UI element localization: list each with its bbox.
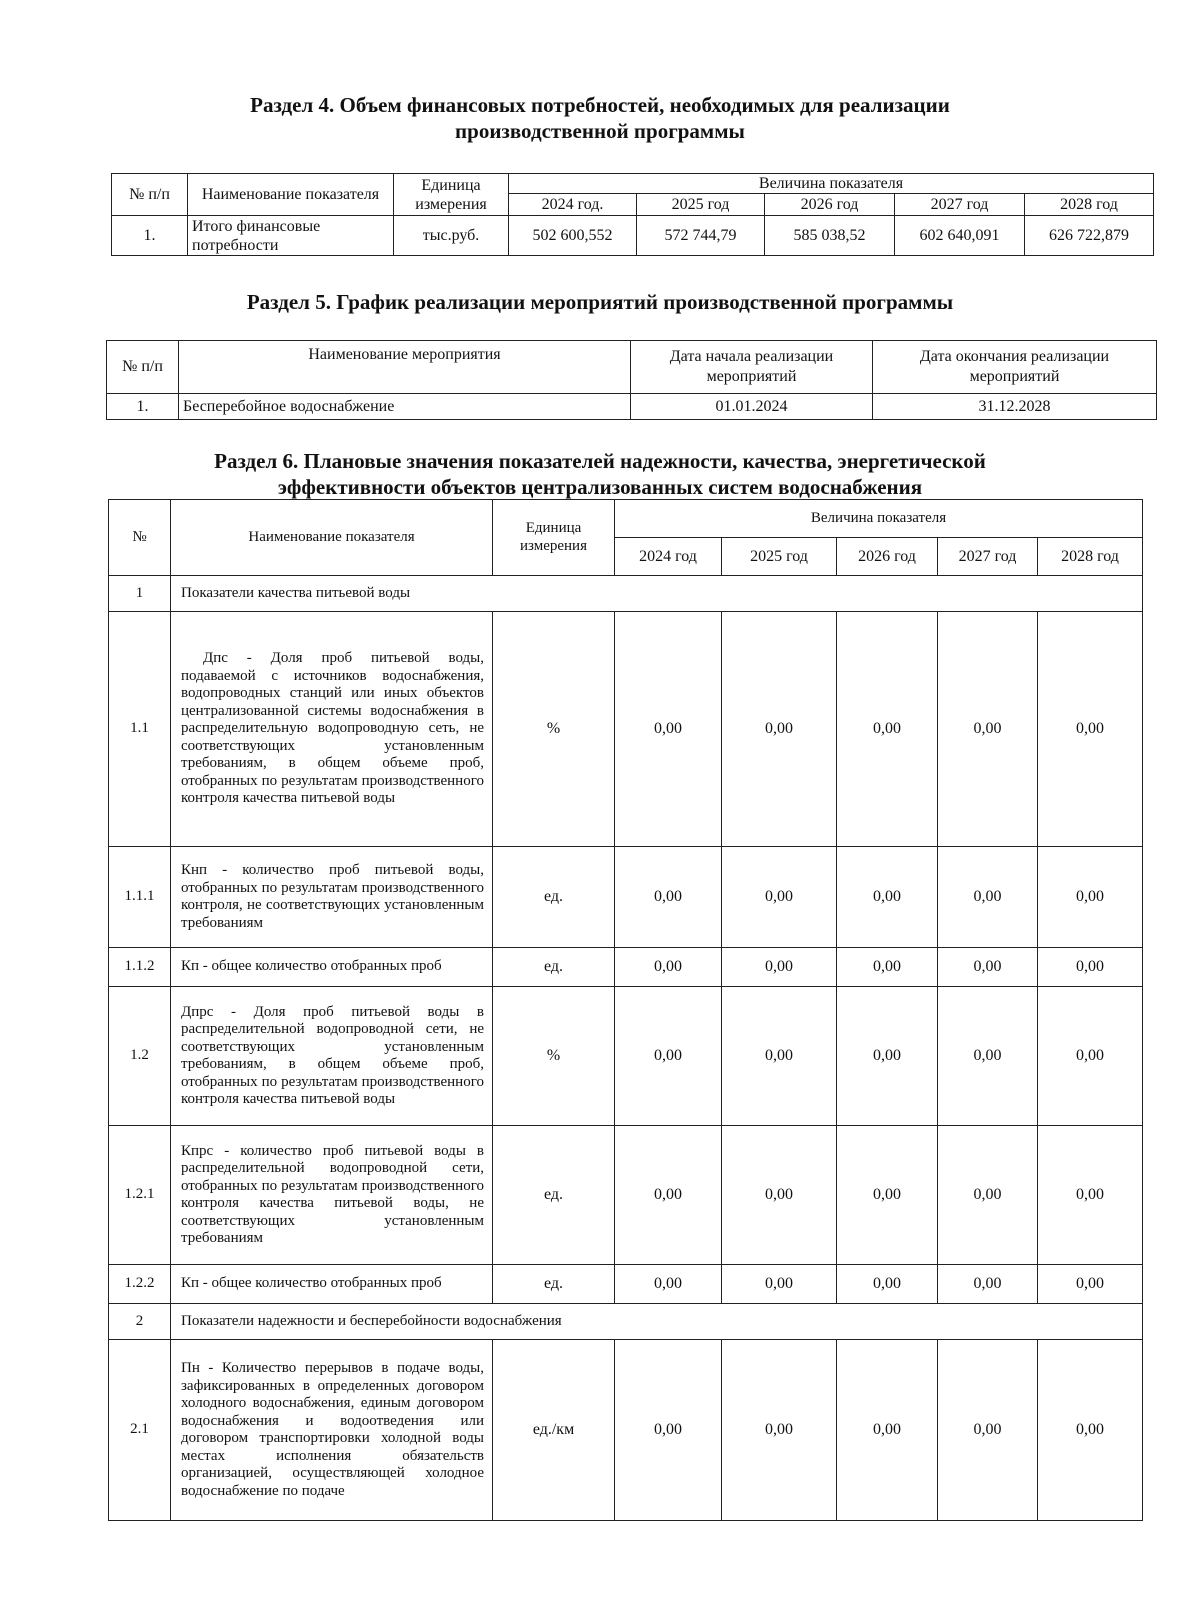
table-row xyxy=(109,1265,1143,1304)
group-title: Показатели качества питьевой воды xyxy=(171,576,1143,612)
row-value: 0,00 xyxy=(615,948,722,987)
row-value: 0,00 xyxy=(722,1126,837,1265)
col-header-unit: Единица измерения xyxy=(394,174,509,216)
row-num: 1.2.1 xyxy=(109,1126,171,1265)
col-header-start: Дата начала реализации мероприятий xyxy=(631,341,873,394)
col-header-year: 2025 год xyxy=(637,194,765,216)
row-value: 0,00 xyxy=(938,612,1038,847)
table-row xyxy=(112,216,1154,256)
row-value: 0,00 xyxy=(615,987,722,1126)
col-header-year: 2027 год xyxy=(895,194,1025,216)
row-value: 0,00 xyxy=(837,987,938,1126)
row-value: 0,00 xyxy=(938,948,1038,987)
row-value: 0,00 xyxy=(1038,612,1143,847)
section5-title: Раздел 5. График реализации мероприятий производственной программы xyxy=(246,290,954,314)
table-row xyxy=(109,1126,1143,1265)
row-value: 0,00 xyxy=(722,948,837,987)
row-name: Кп - общее количество отобранных проб xyxy=(171,1265,493,1304)
row-value: 0,00 xyxy=(615,612,722,847)
row-value: 626 722,879 xyxy=(1025,216,1154,256)
group-num: 2 xyxy=(109,1304,171,1340)
col-header-num: № п/п xyxy=(112,174,188,216)
row-value: 0,00 xyxy=(837,1340,938,1521)
group-title: Показатели надежности и бесперебойности водоснабжения xyxy=(171,1304,1143,1340)
row-unit: ед. xyxy=(493,847,615,948)
row-end: 31.12.2028 xyxy=(873,394,1157,420)
row-name: Пн - Количество перерывов в подаче воды, зафиксированных в определенных договором холодного водоснабжения, единым договором водоснабжения и водоотведения или договором транспортировки холодной воды местах исполнения обязательств организацией, осуществляющей холодное водоснабжение по подаче xyxy=(171,1340,493,1521)
row-num: 1.1.2 xyxy=(109,948,171,987)
row-unit: тыс.руб. xyxy=(394,216,509,256)
col-header-year: 2026 год xyxy=(837,538,938,576)
row-value: 0,00 xyxy=(1038,847,1143,948)
row-value: 0,00 xyxy=(615,847,722,948)
section6-title-line1: Раздел 6. Плановые значения показателей надежности, качества, энергетической xyxy=(214,449,986,473)
row-num: 1.2 xyxy=(109,987,171,1126)
group-row xyxy=(109,576,1143,612)
row-value: 0,00 xyxy=(938,1265,1038,1304)
col-header-year: 2028 год xyxy=(1038,538,1143,576)
row-value: 0,00 xyxy=(722,612,837,847)
table-row xyxy=(109,847,1143,948)
row-value: 0,00 xyxy=(1038,987,1143,1126)
table-row xyxy=(109,948,1143,987)
section4-title-line1: Раздел 4. Объем финансовых потребностей, необходимых для реализации xyxy=(250,93,950,117)
col-header-num: № п/п xyxy=(107,341,179,394)
group-num: 1 xyxy=(109,576,171,612)
indicators-table xyxy=(108,499,1143,1521)
col-header-year: 2024 год xyxy=(615,538,722,576)
row-value: 0,00 xyxy=(615,1265,722,1304)
row-name: Кнп - количество проб питьевой воды, отобранных по результатам производственного контроля, не соответствующих установленным требованиям xyxy=(171,847,493,948)
col-header-year: 2025 год xyxy=(722,538,837,576)
row-num: 1. xyxy=(107,394,179,420)
group-row xyxy=(109,1304,1143,1340)
row-value: 572 744,79 xyxy=(637,216,765,256)
col-header-num: № xyxy=(109,500,171,576)
col-header-year: 2024 год. xyxy=(509,194,637,216)
row-unit: % xyxy=(493,612,615,847)
row-unit: ед./км xyxy=(493,1340,615,1521)
section4-title xyxy=(0,92,1200,144)
row-unit: ед. xyxy=(493,1126,615,1265)
row-value: 0,00 xyxy=(938,1126,1038,1265)
row-unit: ед. xyxy=(493,1265,615,1304)
table-row xyxy=(109,612,1143,847)
col-header-end: Дата окончания реализации мероприятий xyxy=(873,341,1157,394)
row-value: 0,00 xyxy=(938,847,1038,948)
row-name: Кп - общее количество отобранных проб xyxy=(171,948,493,987)
col-header-value-group: Величина показателя xyxy=(509,174,1154,194)
col-header-year: 2027 год xyxy=(938,538,1038,576)
row-value: 0,00 xyxy=(837,948,938,987)
row-value: 602 640,091 xyxy=(895,216,1025,256)
row-num: 1.1.1 xyxy=(109,847,171,948)
col-header-year: 2028 год xyxy=(1025,194,1154,216)
table-row xyxy=(109,1340,1143,1521)
row-value: 0,00 xyxy=(938,1340,1038,1521)
row-start: 01.01.2024 xyxy=(631,394,873,420)
col-header-unit: Единица измерения xyxy=(493,500,615,576)
row-value: 0,00 xyxy=(1038,1126,1143,1265)
row-value: 0,00 xyxy=(837,612,938,847)
col-header-name: Наименование показателя xyxy=(171,500,493,576)
row-value: 502 600,552 xyxy=(509,216,637,256)
row-value: 0,00 xyxy=(722,1265,837,1304)
row-value: 0,00 xyxy=(722,847,837,948)
row-value: 0,00 xyxy=(722,1340,837,1521)
col-header-year: 2026 год xyxy=(765,194,895,216)
row-num: 1.2.2 xyxy=(109,1265,171,1304)
row-num: 1.1 xyxy=(109,612,171,847)
row-name: Дпс - Доля проб питьевой воды, подаваемой с источников водоснабжения, водопроводных станций или иных объектов централизованной системы водоснабжения в распределительную водопроводную сеть, не соответствующих установленным требованиям, в общем объеме проб, отобранных по результатам производственного контроля качества питьевой воды xyxy=(171,612,493,847)
row-unit: ед. xyxy=(493,948,615,987)
row-value: 0,00 xyxy=(1038,1340,1143,1521)
row-name: Кпрс - количество проб питьевой воды в распределительной водопроводной сети, отобранных по результатам производственного контроля качества питьевой воды, не соответствующих установленным требованиям xyxy=(171,1126,493,1265)
financial-needs-table xyxy=(111,173,1154,256)
row-value: 0,00 xyxy=(837,1126,938,1265)
row-value: 0,00 xyxy=(615,1126,722,1265)
row-value: 0,00 xyxy=(1038,1265,1143,1304)
row-value: 585 038,52 xyxy=(765,216,895,256)
row-name: Итого финансовые потребности xyxy=(188,216,394,256)
section6-title xyxy=(0,448,1200,500)
section6-title-line2: эффективности объектов централизованных систем водоснабжения xyxy=(277,475,923,499)
col-header-value-group: Величина показателя xyxy=(615,500,1143,538)
row-value: 0,00 xyxy=(837,847,938,948)
row-name: Дпрс - Доля проб питьевой воды в распределительной водопроводной сети, не соответствующих установленным требованиям, в общем объеме проб, отобранных по результатам производственного контроля качества питьевой воды xyxy=(171,987,493,1126)
col-header-name: Наименование показателя xyxy=(188,174,394,216)
table-row xyxy=(109,987,1143,1126)
row-value: 0,00 xyxy=(722,987,837,1126)
row-value: 0,00 xyxy=(938,987,1038,1126)
col-header-name: Наименование мероприятия xyxy=(179,341,631,394)
row-num: 2.1 xyxy=(109,1340,171,1521)
row-value: 0,00 xyxy=(837,1265,938,1304)
section4-title-line2: производственной программы xyxy=(455,119,745,143)
row-name: Бесперебойное водоснабжение xyxy=(179,394,631,420)
row-unit: % xyxy=(493,987,615,1126)
schedule-table xyxy=(106,340,1157,420)
row-num: 1. xyxy=(112,216,188,256)
table-row xyxy=(107,394,1157,420)
row-value: 0,00 xyxy=(1038,948,1143,987)
row-value: 0,00 xyxy=(615,1340,722,1521)
